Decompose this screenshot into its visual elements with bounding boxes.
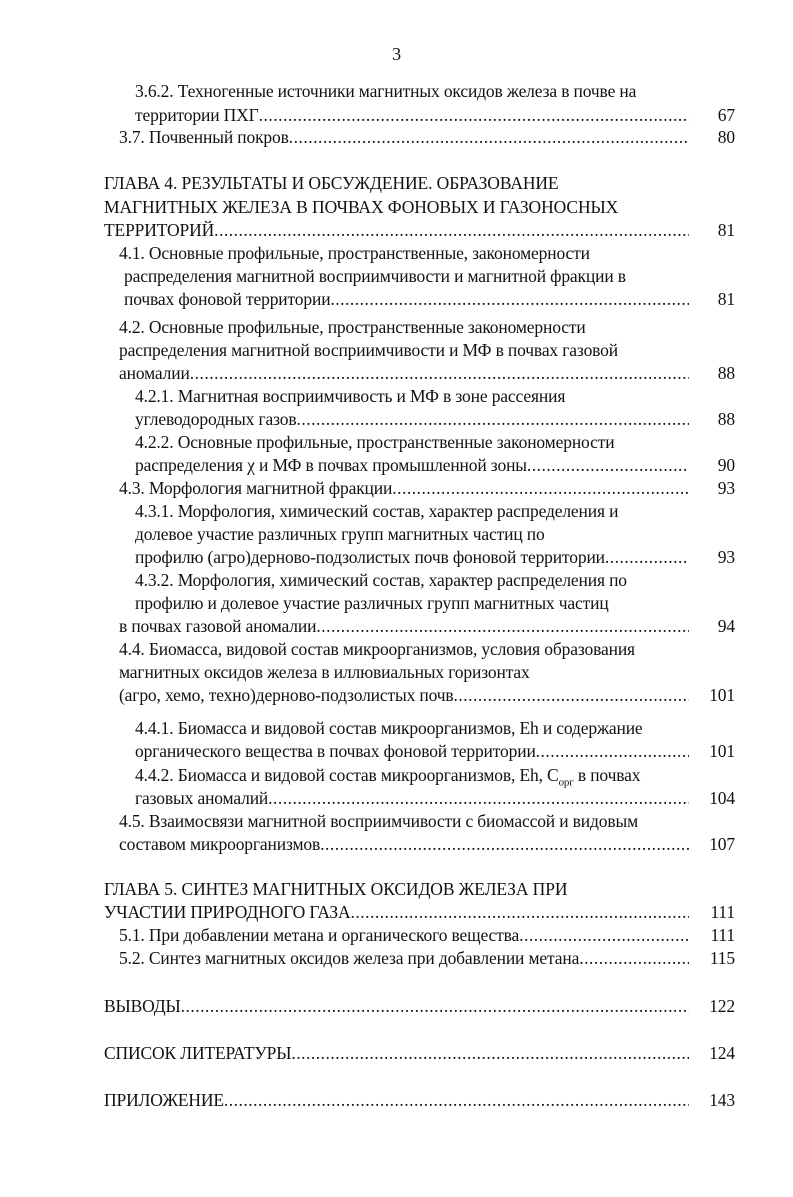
- toc-entry-4-3: [119, 477, 735, 499]
- toc-entry-4-1-line1: 4.1. Основные профильные, пространственные, закономерности: [119, 243, 590, 263]
- toc-entry-4-1: [124, 288, 735, 310]
- toc-entry-appendix: [104, 1089, 735, 1111]
- toc-entry-chapter-4: [104, 219, 735, 241]
- toc-leader-dots: [320, 833, 689, 855]
- toc-entry-title: СПИСОК ЛИТЕРАТУРЫ: [104, 1043, 292, 1063]
- toc-entry-title: составом микроорганизмов: [119, 834, 321, 854]
- toc-entry-4-3-1-line2: долевое участие различных групп магнитных частиц по: [135, 524, 545, 544]
- toc-leader-dots: [519, 924, 689, 946]
- toc-entry-4-4-2-tail: в почвах: [573, 765, 641, 785]
- toc-entry-title: ПРИЛОЖЕНИЕ: [104, 1090, 224, 1110]
- toc-page-number: 93: [717, 478, 735, 498]
- toc-entry-4-5: [119, 833, 735, 855]
- toc-page-number: 94: [717, 616, 735, 636]
- toc-leader-dots: [351, 901, 689, 923]
- toc-page-number: 107: [709, 834, 735, 854]
- toc-entry-4-4-1: [135, 740, 735, 762]
- toc-entry-4-3-2: [119, 615, 735, 637]
- toc-leader-dots: [605, 546, 689, 568]
- toc-leader-dots: [268, 787, 689, 809]
- chapter-4-heading-line1: ГЛАВА 4. РЕЗУЛЬТАТЫ И ОБСУЖДЕНИЕ. ОБРАЗОВАНИЕ: [104, 173, 559, 193]
- toc-entry-title: территории ПХГ: [135, 105, 259, 125]
- toc-entry-3-7: [119, 126, 735, 148]
- toc-entry-title: 4.3. Морфология магнитной фракции: [119, 478, 393, 498]
- toc-page-number: 101: [709, 685, 735, 705]
- toc-page-number: 88: [717, 409, 735, 429]
- toc-entry-title: почвах фоновой территории: [124, 289, 331, 309]
- toc-leader-dots: [190, 362, 689, 384]
- toc-entry-title: УЧАСТИИ ПРИРОДНОГО ГАЗА: [104, 902, 351, 922]
- toc-entry-title: 5.2. Синтез магнитных оксидов железа при добавлении метана: [119, 948, 580, 968]
- toc-page-number: 101: [709, 741, 735, 761]
- toc-entry-4-2-2-line1: 4.2.2. Основные профильные, пространственные закономерности: [135, 432, 615, 452]
- page-number: 3: [392, 44, 401, 64]
- toc-entry-4-2: [119, 362, 735, 384]
- toc-leader-dots: [259, 104, 689, 126]
- toc-entry-4-2-line1: 4.2. Основные профильные, пространственные закономерности: [119, 317, 586, 337]
- toc-entry-3-6-2: [135, 104, 735, 126]
- toc-entry-3-6-2-line1: 3.6.2. Техногенные источники магнитных оксидов железа в почве на: [135, 81, 637, 101]
- toc-entry-4-4: [119, 684, 735, 706]
- toc-leader-dots: [454, 684, 689, 706]
- toc-leader-dots: [392, 477, 689, 499]
- toc-entry-title: ВЫВОДЫ: [104, 996, 181, 1016]
- toc-entry-4-1-line2: распределения магнитной восприимчивости и магнитной фракции в: [124, 266, 626, 286]
- toc-entry-5-2: [119, 947, 735, 969]
- toc-entry-4-4-line2: магнитных оксидов железа в иллювиальных горизонтах: [119, 662, 530, 682]
- toc-page-number: 90: [717, 455, 735, 475]
- toc-entry-title: углеводородных газов: [135, 409, 297, 429]
- toc-leader-dots: [214, 219, 689, 241]
- toc-page-number: 115: [709, 948, 735, 968]
- toc-entry-4-2-2: [135, 454, 735, 476]
- toc-entry-references: [104, 1042, 735, 1064]
- toc-page-number: 81: [717, 220, 735, 240]
- toc-entry-5-1: [119, 924, 735, 946]
- toc-page-number: 111: [710, 902, 735, 922]
- toc-leader-dots: [224, 1089, 689, 1111]
- subscript-org: орг: [558, 776, 574, 789]
- chapter-5-heading-line1: ГЛАВА 5. СИНТЕЗ МАГНИТНЫХ ОКСИДОВ ЖЕЛЕЗА ПРИ: [104, 879, 568, 899]
- toc-page-number: 88: [717, 363, 735, 383]
- toc-leader-dots: [289, 126, 689, 148]
- toc-leader-dots: [316, 615, 689, 637]
- toc-entry-4-2-1: [135, 408, 735, 430]
- toc-leader-dots: [181, 995, 689, 1017]
- toc-entry-4-4-2-text: 4.4.2. Биомасса и видовой состав микроорганизмов, Eh, C: [135, 765, 559, 785]
- toc-entry-title: ТЕРРИТОРИЙ: [104, 220, 215, 240]
- toc-entry-4-3-1: [135, 546, 735, 568]
- toc-leader-dots: [536, 740, 689, 762]
- toc-leader-dots: [579, 947, 689, 969]
- toc-page-number: 143: [709, 1090, 735, 1110]
- toc-leader-dots: [291, 1042, 689, 1064]
- toc-entry-title: 5.1. При добавлении метана и органического вещества: [119, 925, 520, 945]
- toc-leader-dots: [297, 408, 690, 430]
- toc-entry-title: аномалии: [119, 363, 190, 383]
- toc-leader-dots: [527, 454, 689, 476]
- toc-entry-4-4-2: [135, 787, 735, 809]
- toc-entry-4-3-1-line1: 4.3.1. Морфология, химический состав, характер распределения и: [135, 501, 619, 521]
- toc-entry-4-5-line1: 4.5. Взаимосвязи магнитной восприимчивости с биомассой и видовым: [119, 811, 638, 831]
- toc-entry-title: органического вещества в почвах фоновой территории: [135, 741, 536, 761]
- toc-entry-chapter-5: [104, 901, 735, 923]
- toc-entry-4-4-2-line1: [135, 764, 641, 789]
- toc-entry-4-3-2-line2: профилю и долевое участие различных групп магнитных частиц: [135, 593, 609, 613]
- toc-entry-title: распределения χ и МФ в почвах промышленной зоны: [135, 455, 527, 475]
- toc-entry-4-2-line2: распределения магнитной восприимчивости и МФ в почвах газовой: [119, 340, 618, 360]
- toc-leader-dots: [330, 288, 689, 310]
- toc-entry-title: профилю (агро)дерново-подзолистых почв фоновой территории: [135, 547, 605, 567]
- toc-page-number: 111: [710, 925, 735, 945]
- toc-entry-title: в почвах газовой аномалии: [119, 616, 317, 636]
- toc-page-number: 67: [717, 105, 735, 125]
- toc-entry-4-2-1-line1: 4.2.1. Магнитная восприимчивость и МФ в зоне рассеяния: [135, 386, 566, 406]
- toc-entry-title: 3.7. Почвенный покров: [119, 127, 289, 147]
- toc-page-number: 104: [709, 788, 735, 808]
- chapter-4-heading-line2: МАГНИТНЫХ ЖЕЛЕЗА В ПОЧВАХ ФОНОВЫХ И ГАЗОНОСНЫХ: [104, 197, 619, 217]
- toc-page-number: 122: [709, 996, 735, 1016]
- toc-page-number: 124: [709, 1043, 735, 1063]
- toc-page-number: 93: [717, 547, 735, 567]
- toc-entry-4-4-line1: 4.4. Биомасса, видовой состав микроорганизмов, условия образования: [119, 639, 635, 659]
- toc-entry-title: газовых аномалий: [135, 788, 269, 808]
- toc-entry-title: (агро, хемо, техно)дерново-подзолистых почв: [119, 685, 454, 705]
- toc-entry-conclusions: [104, 995, 735, 1017]
- toc-entry-4-3-2-line1: 4.3.2. Морфология, химический состав, характер распределения по: [135, 570, 627, 590]
- toc-page-number: 81: [717, 289, 735, 309]
- toc-page-number: 80: [717, 127, 735, 147]
- toc-entry-4-4-1-line1: 4.4.1. Биомасса и видовой состав микроорганизмов, Eh и содержание: [135, 718, 643, 738]
